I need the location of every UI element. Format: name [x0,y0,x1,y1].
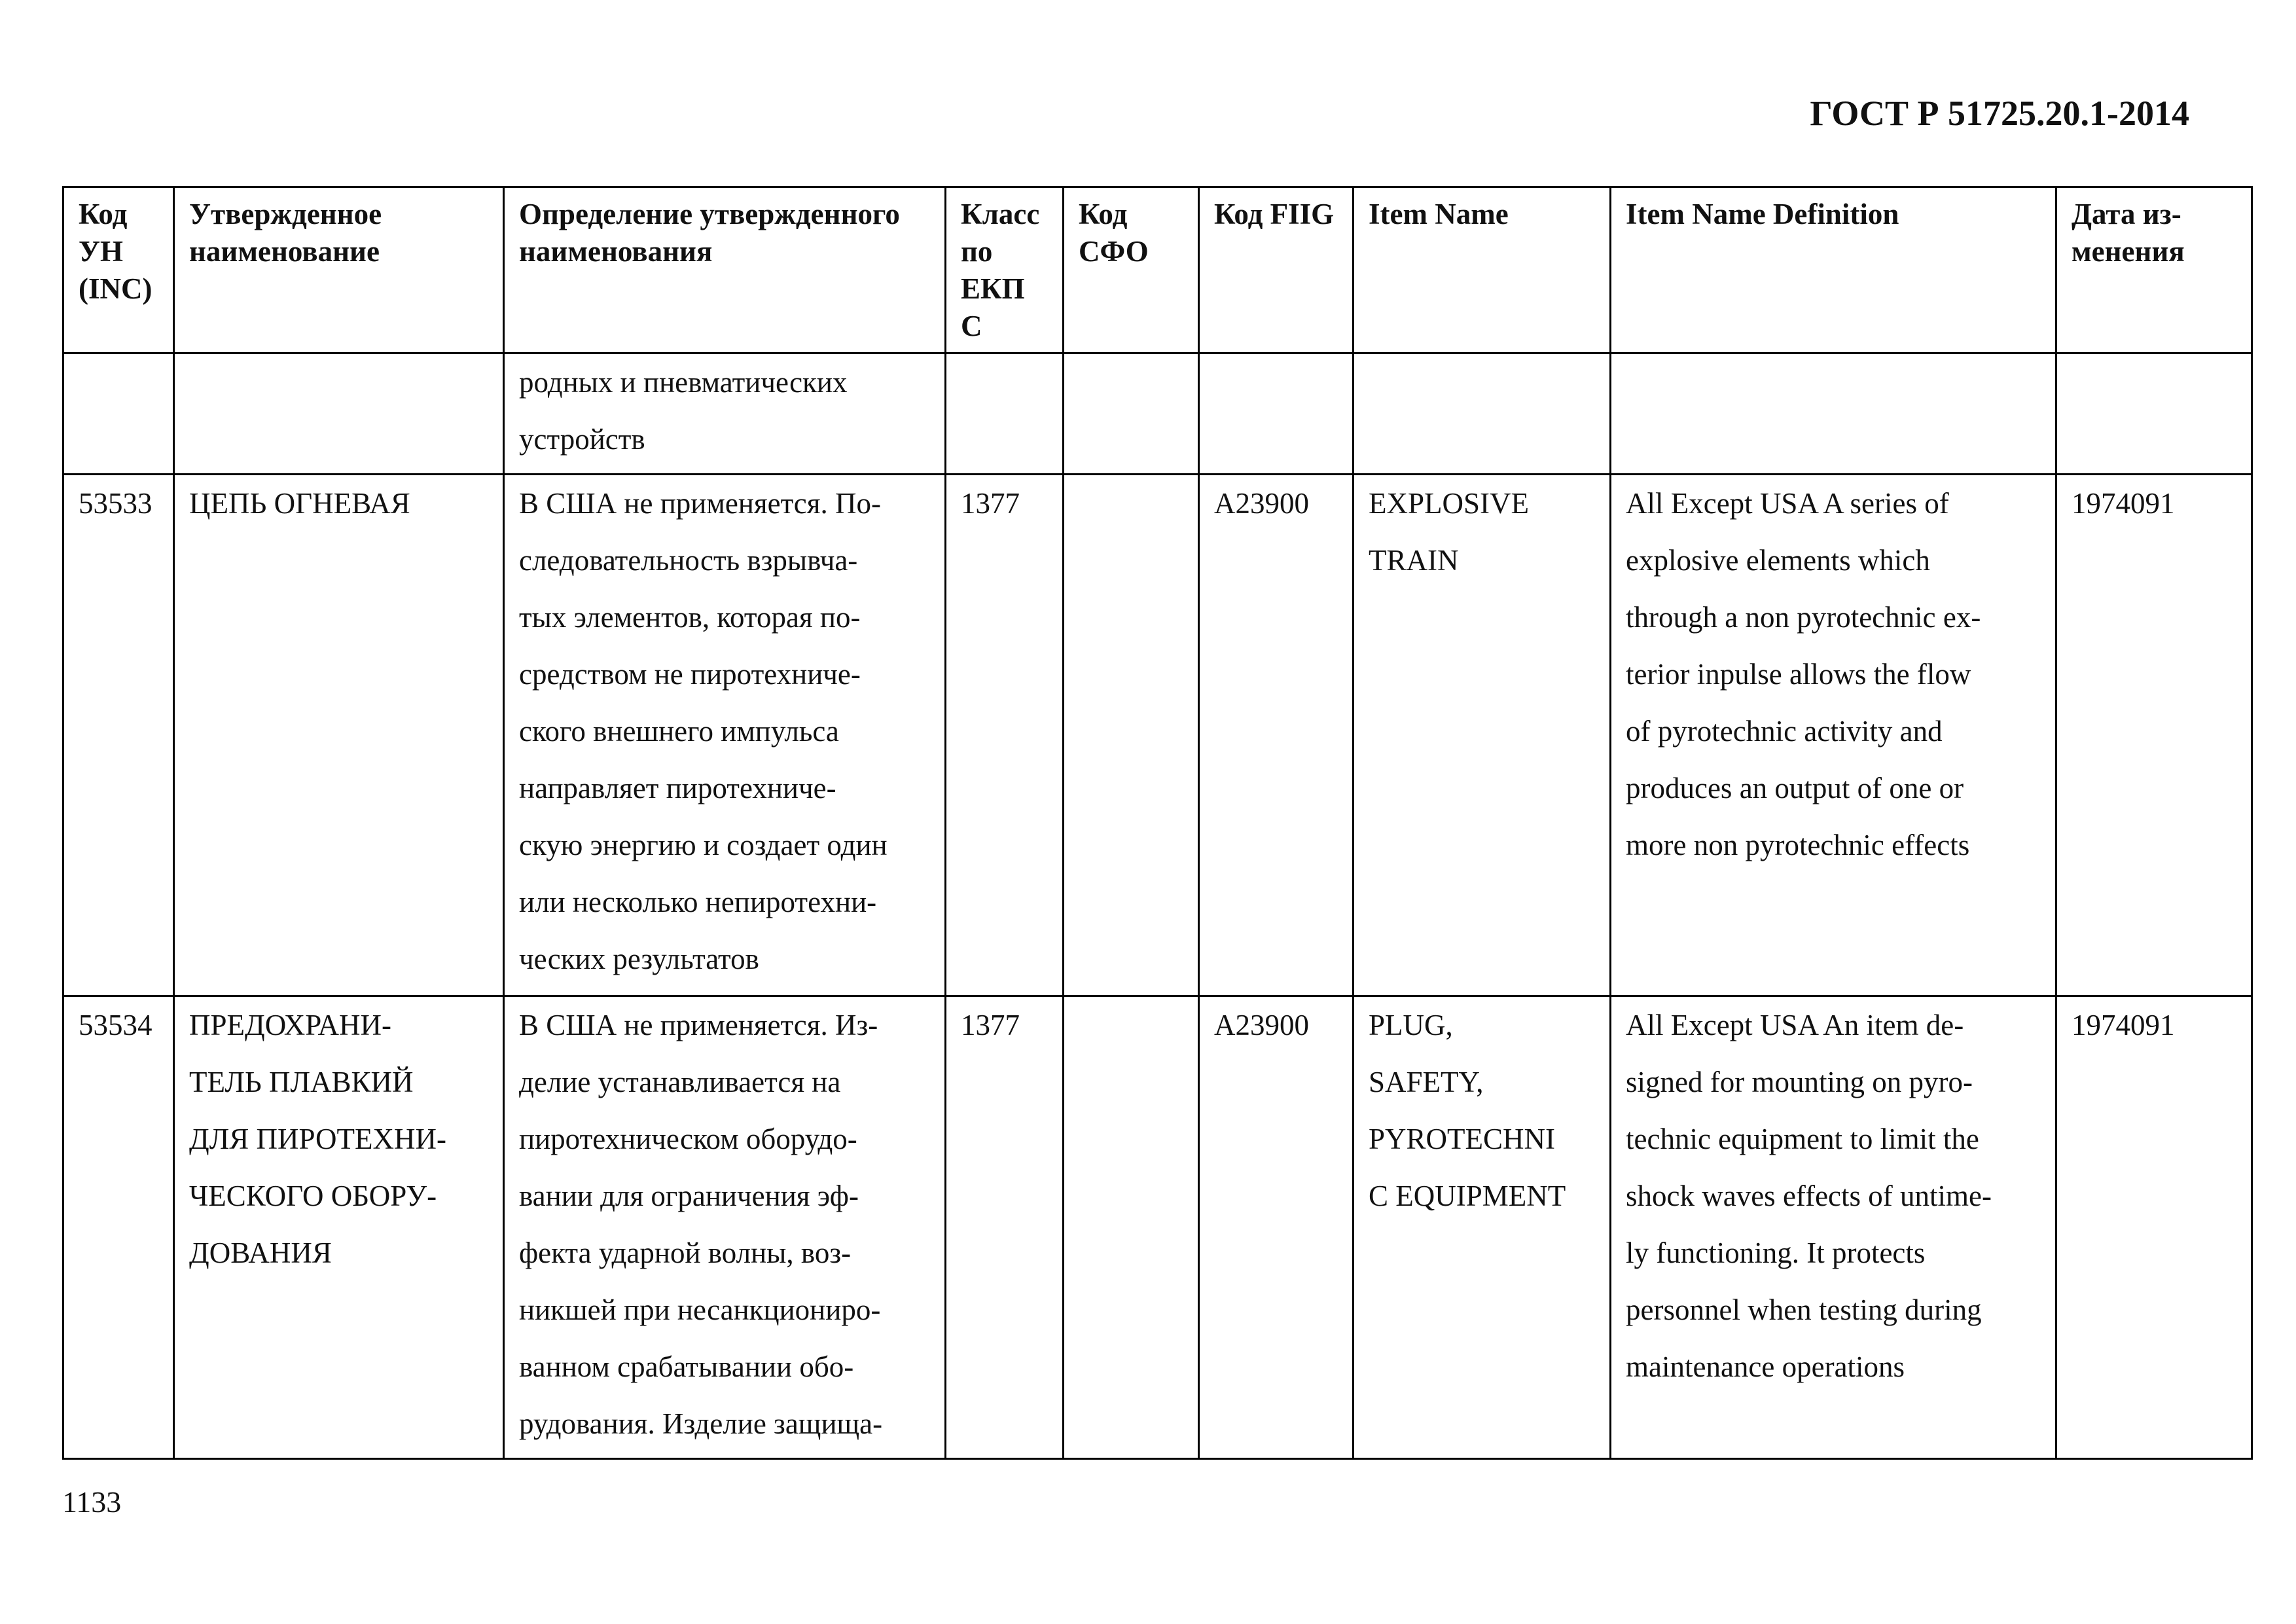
text-line: maintenance operations [1626,1350,1905,1383]
text-line: PLUG, [1369,1008,1453,1041]
text-line: ческих результатов [519,942,759,975]
cell-sfo-code [1064,996,1199,1458]
header-fiig-code: Код FIIG [1199,187,1354,353]
text-line: personnel when testing during [1626,1293,1982,1326]
table-row [63,996,2252,1458]
text-line: фекта ударной волны, воз- [519,1236,852,1269]
text-line: никшей при несанкциониро- [519,1293,881,1326]
text-line: terior inpulse allows the flow [1626,657,1971,691]
text-line: ly functioning. It protects [1626,1236,1926,1269]
header-sfo-code: Код СФО [1064,187,1199,353]
cell-fiig-code [1199,353,1354,474]
text-line: explosive elements which [1626,543,1930,577]
cell-change-date: 1974091 [2056,474,2252,996]
header-item-name: Item Name [1354,187,1611,353]
cell-inc: 53533 [63,474,174,996]
text-line: следовательность взрывча- [519,543,858,577]
cell-inc [63,353,174,474]
table-header-row [63,187,2252,353]
cell-ekps-class: 1377 [946,996,1064,1458]
text-line: shock waves effects of untime- [1626,1179,1992,1212]
text-line: делие устанавливается на [519,1065,841,1098]
text-line: ДЛЯ ПИРОТЕХНИ- [189,1122,447,1155]
page-number: 1133 [62,1485,122,1519]
cell-item-name [1354,996,1611,1458]
text-line: PYROTECHNI [1369,1122,1556,1155]
text-line: тых элементов, которая по- [519,600,861,634]
text-line: В США не применяется. По- [519,486,881,520]
cell-inc: 53534 [63,996,174,1458]
text-line: средством не пиротехниче- [519,657,861,691]
text-line: All Except USA A series of [1626,486,1949,520]
cell-definition [504,996,946,1458]
cell-item-definition [1611,996,2056,1458]
text-line: SAFETY, [1369,1065,1484,1098]
document-standard-number: ГОСТ Р 51725.20.1-2014 [1810,94,2189,133]
table-row [63,474,2252,996]
cell-item-definition [1611,474,2056,996]
text-line: All Except USA An item de- [1626,1008,1964,1041]
cell-item-definition [1611,353,2056,474]
text-line: ЧЕСКОГО ОБОРУ- [189,1179,437,1212]
text-line: направляет пиротехниче- [519,771,836,804]
text-line: рудования. Изделие защища- [519,1407,883,1440]
cell-change-date: 1974091 [2056,996,2252,1458]
text-line: вании для ограничения эф- [519,1179,859,1212]
text-line: through a non pyrotechnic ex- [1626,600,1981,634]
classification-table [62,186,2253,1460]
text-line: ЦЕПЬ ОГНЕВАЯ [189,486,410,520]
cell-fiig-code: A23900 [1199,474,1354,996]
cell-change-date [2056,353,2252,474]
cell-definition [504,353,946,474]
text-line: родных и пневматических [519,365,848,399]
text-line: ТЕЛЬ ПЛАВКИЙ [189,1065,414,1098]
table-row-continuation [63,353,2252,474]
text-line: ПРЕДОХРАНИ- [189,1008,391,1041]
cell-item-name [1354,353,1611,474]
text-line: В США не применяется. Из- [519,1008,878,1041]
cell-approved-name [174,474,504,996]
header-change-date: Дата из-менения [2056,187,2252,353]
text-line: TRAIN [1369,543,1459,577]
text-line: устройств [519,422,645,456]
text-line: EXPLOSIVE [1369,486,1529,520]
text-line: technic equipment to limit the [1626,1122,1979,1155]
text-line: signed for mounting on pyro- [1626,1065,1973,1098]
text-line: или несколько непиротехни- [519,885,877,918]
text-line: пиротехническом оборудо- [519,1122,857,1155]
text-line: скую энергию и создает один [519,828,888,861]
header-approved-name-definition: Определение утвержденного наименования [504,187,946,353]
header-item-name-definition: Item Name Definition [1611,187,2056,353]
text-line: of pyrotechnic activity and [1626,714,1943,748]
text-line: produces an output of one or [1626,771,1964,804]
text-line: ского внешнего импульса [519,714,839,748]
cell-sfo-code [1064,353,1199,474]
cell-ekps-class: 1377 [946,474,1064,996]
text-line: ДОВАНИЯ [189,1236,332,1269]
text-line: C EQUIPMENT [1369,1179,1566,1212]
header-inc: Код УН (INC) [63,187,174,353]
cell-definition [504,474,946,996]
header-ekps-class: Класс по ЕКП С [946,187,1064,353]
cell-ekps-class [946,353,1064,474]
header-approved-name: Утвержденное наименование [174,187,504,353]
cell-approved-name [174,353,504,474]
text-line: ванном срабатывании обо- [519,1350,854,1383]
cell-item-name [1354,474,1611,996]
cell-fiig-code: A23900 [1199,996,1354,1458]
cell-approved-name [174,996,504,1458]
text-line: more non pyrotechnic effects [1626,828,1970,861]
cell-sfo-code [1064,474,1199,996]
